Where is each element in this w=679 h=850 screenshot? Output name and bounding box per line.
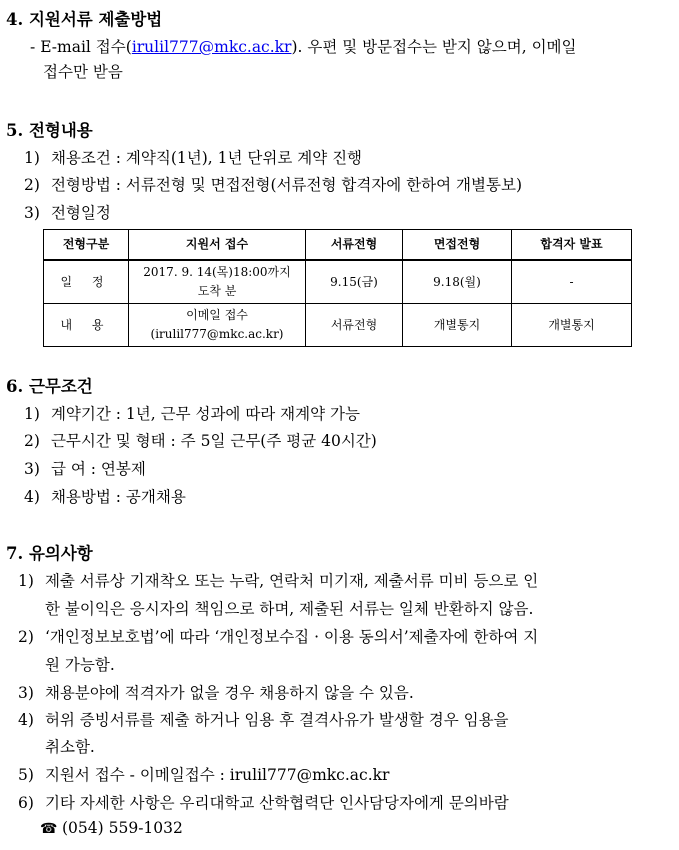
s7-item-6 xyxy=(18,791,509,813)
item-text: ‘개인정보보호법’에 따라 ‘개인정보수집 · 이용 동의서’제출자에 한하여 지 xyxy=(44,628,539,646)
item-number: 4) xyxy=(24,488,40,506)
item-number: 2) xyxy=(24,176,40,194)
s5-item-1 xyxy=(24,146,362,168)
cell-line: (irulil777@mkc.ac.kr) xyxy=(150,327,284,341)
s6-item-4 xyxy=(24,485,186,507)
table-header: 지원서 접수 xyxy=(129,230,306,261)
s4-line1 xyxy=(30,35,577,57)
phone-icon: ☎ xyxy=(40,821,58,837)
table-cell: 서류전형 xyxy=(306,304,403,347)
item-text: 허위 증빙서류를 제출 하거나 임용 후 결격사유가 발생할 경우 임용을 xyxy=(44,711,509,729)
item-number: 5) xyxy=(18,766,34,784)
s6-item-1 xyxy=(24,402,360,424)
s7-item-2 xyxy=(18,625,538,647)
section-6-title: 6. 근무조건 xyxy=(6,377,93,396)
s7-item-1 xyxy=(18,569,538,591)
item-number: 2) xyxy=(24,432,40,450)
cell-line: 도착 분 xyxy=(197,284,237,298)
s4-line1-post: ). 우편 및 방문접수는 받지 않으며, 이메일 xyxy=(291,38,577,56)
item-text: 근무시간 및 형태 : 주 5일 근무(주 평균 40시간) xyxy=(50,432,377,450)
table-header: 전형구분 xyxy=(44,230,129,261)
s7-item-3 xyxy=(18,681,414,703)
item-text: 채용조건 : 계약직(1년), 1년 단위로 계약 진행 xyxy=(50,149,363,167)
item-text: 전형방법 : 서류전형 및 면접전형(서류전형 합격자에 한하여 개별통보) xyxy=(50,176,522,194)
item-text: 계약기간 : 1년, 근무 성과에 따라 재계약 가능 xyxy=(50,405,360,423)
table-cell: 9.15(금) xyxy=(306,260,403,304)
s7-item-2-cont: 원 가능함. xyxy=(45,656,115,674)
item-text: 채용방법 : 공개채용 xyxy=(50,488,186,506)
item-text: 급 여 : 연봉제 xyxy=(50,460,146,478)
phone-line xyxy=(40,819,183,837)
table-cell: - xyxy=(512,260,632,304)
item-number: 1) xyxy=(24,405,40,423)
s6-item-2 xyxy=(24,429,377,451)
item-number: 1) xyxy=(18,572,34,590)
table-header: 합격자 발표 xyxy=(512,230,632,261)
item-number: 1) xyxy=(24,149,40,167)
phone-number: (054) 559-1032 xyxy=(62,819,183,837)
table-header: 면접전형 xyxy=(403,230,512,261)
s5-item-2 xyxy=(24,173,522,195)
item-number: 4) xyxy=(18,711,34,729)
s5-item-3 xyxy=(24,201,111,223)
s4-line2: 접수만 받음 xyxy=(43,63,123,81)
section-4-title: 4. 지원서류 제출방법 xyxy=(6,10,163,29)
item-text: 채용분야에 적격자가 없을 경우 채용하지 않을 수 있음. xyxy=(44,684,414,702)
s7-item-5 xyxy=(18,763,389,785)
row-label: 내 용 xyxy=(44,304,129,347)
table-row xyxy=(44,260,632,304)
s7-item-4 xyxy=(18,708,509,730)
item-number: 6) xyxy=(18,794,34,812)
item-text: 지원서 접수 - 이메일접수 : irulil777@mkc.ac.kr xyxy=(44,766,390,784)
section-7-title: 7. 유의사항 xyxy=(6,544,93,563)
item-number: 3) xyxy=(24,204,40,222)
item-number: 3) xyxy=(24,460,40,478)
email-link[interactable]: irulil777@mkc.ac.kr xyxy=(131,38,292,56)
item-text: 전형일정 xyxy=(50,204,111,222)
table-row xyxy=(44,304,632,347)
dash: - xyxy=(30,38,36,56)
item-number: 2) xyxy=(18,628,34,646)
table-cell xyxy=(129,304,306,347)
schedule-table xyxy=(43,229,632,347)
cell-line: 이메일 접수 xyxy=(186,308,248,322)
table-cell: 9.18(월) xyxy=(403,260,512,304)
s7-item-1-cont: 한 불이익은 응시자의 책임으로 하며, 제출된 서류는 일체 반환하지 않음. xyxy=(45,600,534,618)
item-text: 제출 서류상 기재착오 또는 누락, 연락처 미기재, 제출서류 미비 등으로 인 xyxy=(44,572,539,590)
s7-item-4-cont: 취소함. xyxy=(45,738,95,756)
s4-line1-pre: E-mail 접수( xyxy=(40,38,132,56)
table-header: 서류전형 xyxy=(306,230,403,261)
section-5-title: 5. 전형내용 xyxy=(6,121,93,140)
item-number: 3) xyxy=(18,684,34,702)
cell-line: 2017. 9. 14(목)18:00까지 xyxy=(143,265,291,279)
item-text: 기타 자세한 사항은 우리대학교 산학협력단 인사담당자에게 문의바람 xyxy=(44,794,509,812)
table-cell: 개별통지 xyxy=(403,304,512,347)
table-header-row xyxy=(44,230,632,261)
s6-item-3 xyxy=(24,457,146,479)
row-label: 일 정 xyxy=(44,260,129,304)
table-cell xyxy=(129,260,306,304)
table-cell: 개별통지 xyxy=(512,304,632,347)
